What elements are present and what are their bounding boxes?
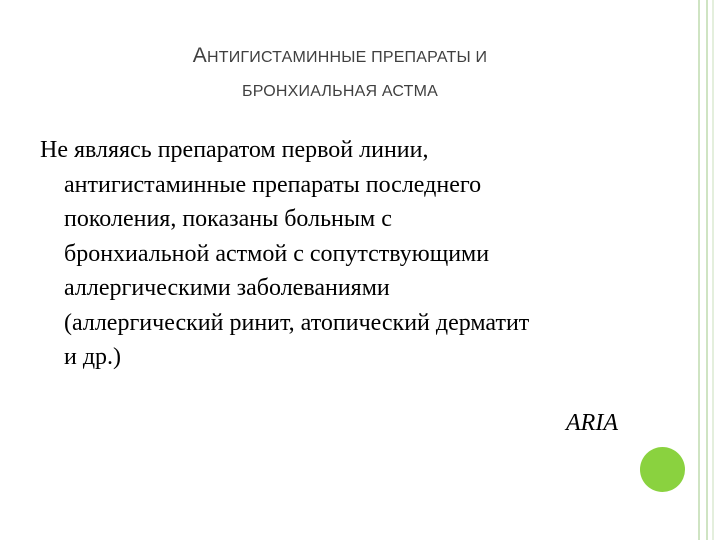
slide-title-line-1 bbox=[60, 38, 620, 74]
slide-title-line-2: БРОНХИАЛЬНАЯ АСТМА bbox=[242, 83, 438, 100]
slide-title-line-1-rest: НТИГИСТАМИННЫЕ ПРЕПАРАТЫ И bbox=[206, 49, 488, 66]
body-line-6: (аллергический ринит, атопический дерматит bbox=[64, 309, 530, 336]
body-line-4: бронхиальной астмой с сопутствующими bbox=[64, 240, 490, 267]
body-text bbox=[40, 133, 640, 375]
slide-title-initial: А bbox=[192, 44, 207, 67]
attribution-source: ARIA bbox=[566, 410, 618, 436]
body-line-2: антигистаминные препараты последнего bbox=[64, 171, 482, 198]
green-circle-decoration bbox=[640, 447, 685, 492]
body-line-5: аллергическими заболеваниями bbox=[64, 275, 390, 301]
body-line-1: Не являясь препаратом первой линии, bbox=[40, 137, 429, 163]
body-line-3: поколения, показаны больным с bbox=[64, 206, 392, 232]
body-line-7: и др.) bbox=[64, 344, 122, 370]
slide-title bbox=[60, 38, 620, 110]
